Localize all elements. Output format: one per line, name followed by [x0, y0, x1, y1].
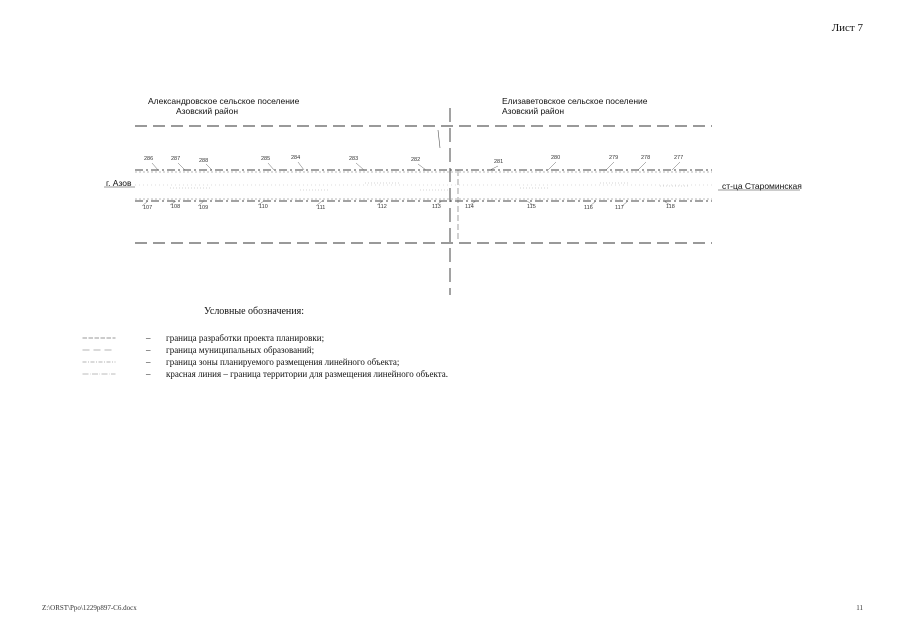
point-label-top: 279 — [609, 155, 619, 161]
point-label-bottom: 111 — [317, 205, 326, 211]
legend-dash: – — [146, 345, 151, 355]
legend-text: красная линия – граница территории для размещения линейного объекта. — [166, 369, 448, 379]
point-label-top: 280 — [551, 155, 561, 161]
right-region-label — [502, 96, 648, 116]
right-region-line1: Елизаветовское сельское поселение — [502, 96, 648, 106]
point-label-top: 287 — [171, 156, 181, 162]
legend-item — [66, 345, 666, 357]
point-label-top: 286 — [144, 156, 154, 162]
right-endpoint-label: ст-ца Староминская — [722, 181, 802, 191]
legend-item — [66, 333, 666, 345]
legend-item — [66, 357, 666, 369]
legend-dash: – — [146, 369, 151, 379]
legend-dash: – — [146, 333, 151, 343]
top-leaders — [152, 162, 680, 170]
legend-sample-boundary — [66, 337, 132, 339]
point-label-top: 288 — [199, 158, 209, 164]
point-label-bottom: 113 — [432, 204, 441, 210]
legend-item — [66, 369, 666, 381]
point-label-bottom: 115 — [527, 204, 536, 210]
right-region-line2: Азовский район — [502, 106, 565, 116]
point-label-bottom: 107 — [143, 205, 153, 211]
point-label-bottom: 118 — [666, 204, 675, 210]
footer-file-path: Z:\ORST\Ppo\1229p897-С6.docx — [42, 604, 137, 612]
point-label-top: 283 — [349, 156, 359, 162]
point-label-top: 277 — [674, 155, 684, 161]
point-label-bottom: 112 — [378, 204, 387, 210]
point-label-bottom: 110 — [259, 204, 268, 210]
point-label-bottom: 116 — [584, 205, 593, 211]
sheet-label: Лист 7 — [831, 22, 863, 34]
left-region-line2: Азовский район — [176, 106, 239, 116]
point-label-top: 282 — [411, 157, 421, 163]
point-label-top: 284 — [291, 155, 301, 161]
point-label-top: 278 — [641, 155, 651, 161]
point-label-bottom: 108 — [171, 204, 181, 210]
legend-sample-municipal — [66, 349, 132, 351]
point-label-bottom: 117 — [615, 205, 624, 211]
legend-sample-red-line — [66, 373, 132, 375]
legend-text: граница муниципальных образований; — [166, 345, 315, 355]
left-region-label — [148, 96, 299, 116]
point-label-top: 281 — [494, 159, 504, 165]
left-endpoint-label: г. Азов — [106, 178, 132, 188]
legend-sample-zone — [66, 361, 132, 363]
point-label-bottom: 114 — [465, 204, 474, 210]
point-label-bottom: 109 — [199, 205, 209, 211]
point-label-top: 285 — [261, 156, 271, 162]
footer-page-number: 11 — [856, 604, 863, 612]
legend-text: граница зоны планируемого размещения линейного объекта; — [166, 357, 400, 367]
legend-dash: – — [146, 357, 151, 367]
legend-text: граница разработки проекта планировки; — [166, 333, 325, 343]
legend-title: Условные обозначения: — [204, 306, 305, 317]
left-region-line1: Александровское сельское поселение — [148, 96, 300, 106]
